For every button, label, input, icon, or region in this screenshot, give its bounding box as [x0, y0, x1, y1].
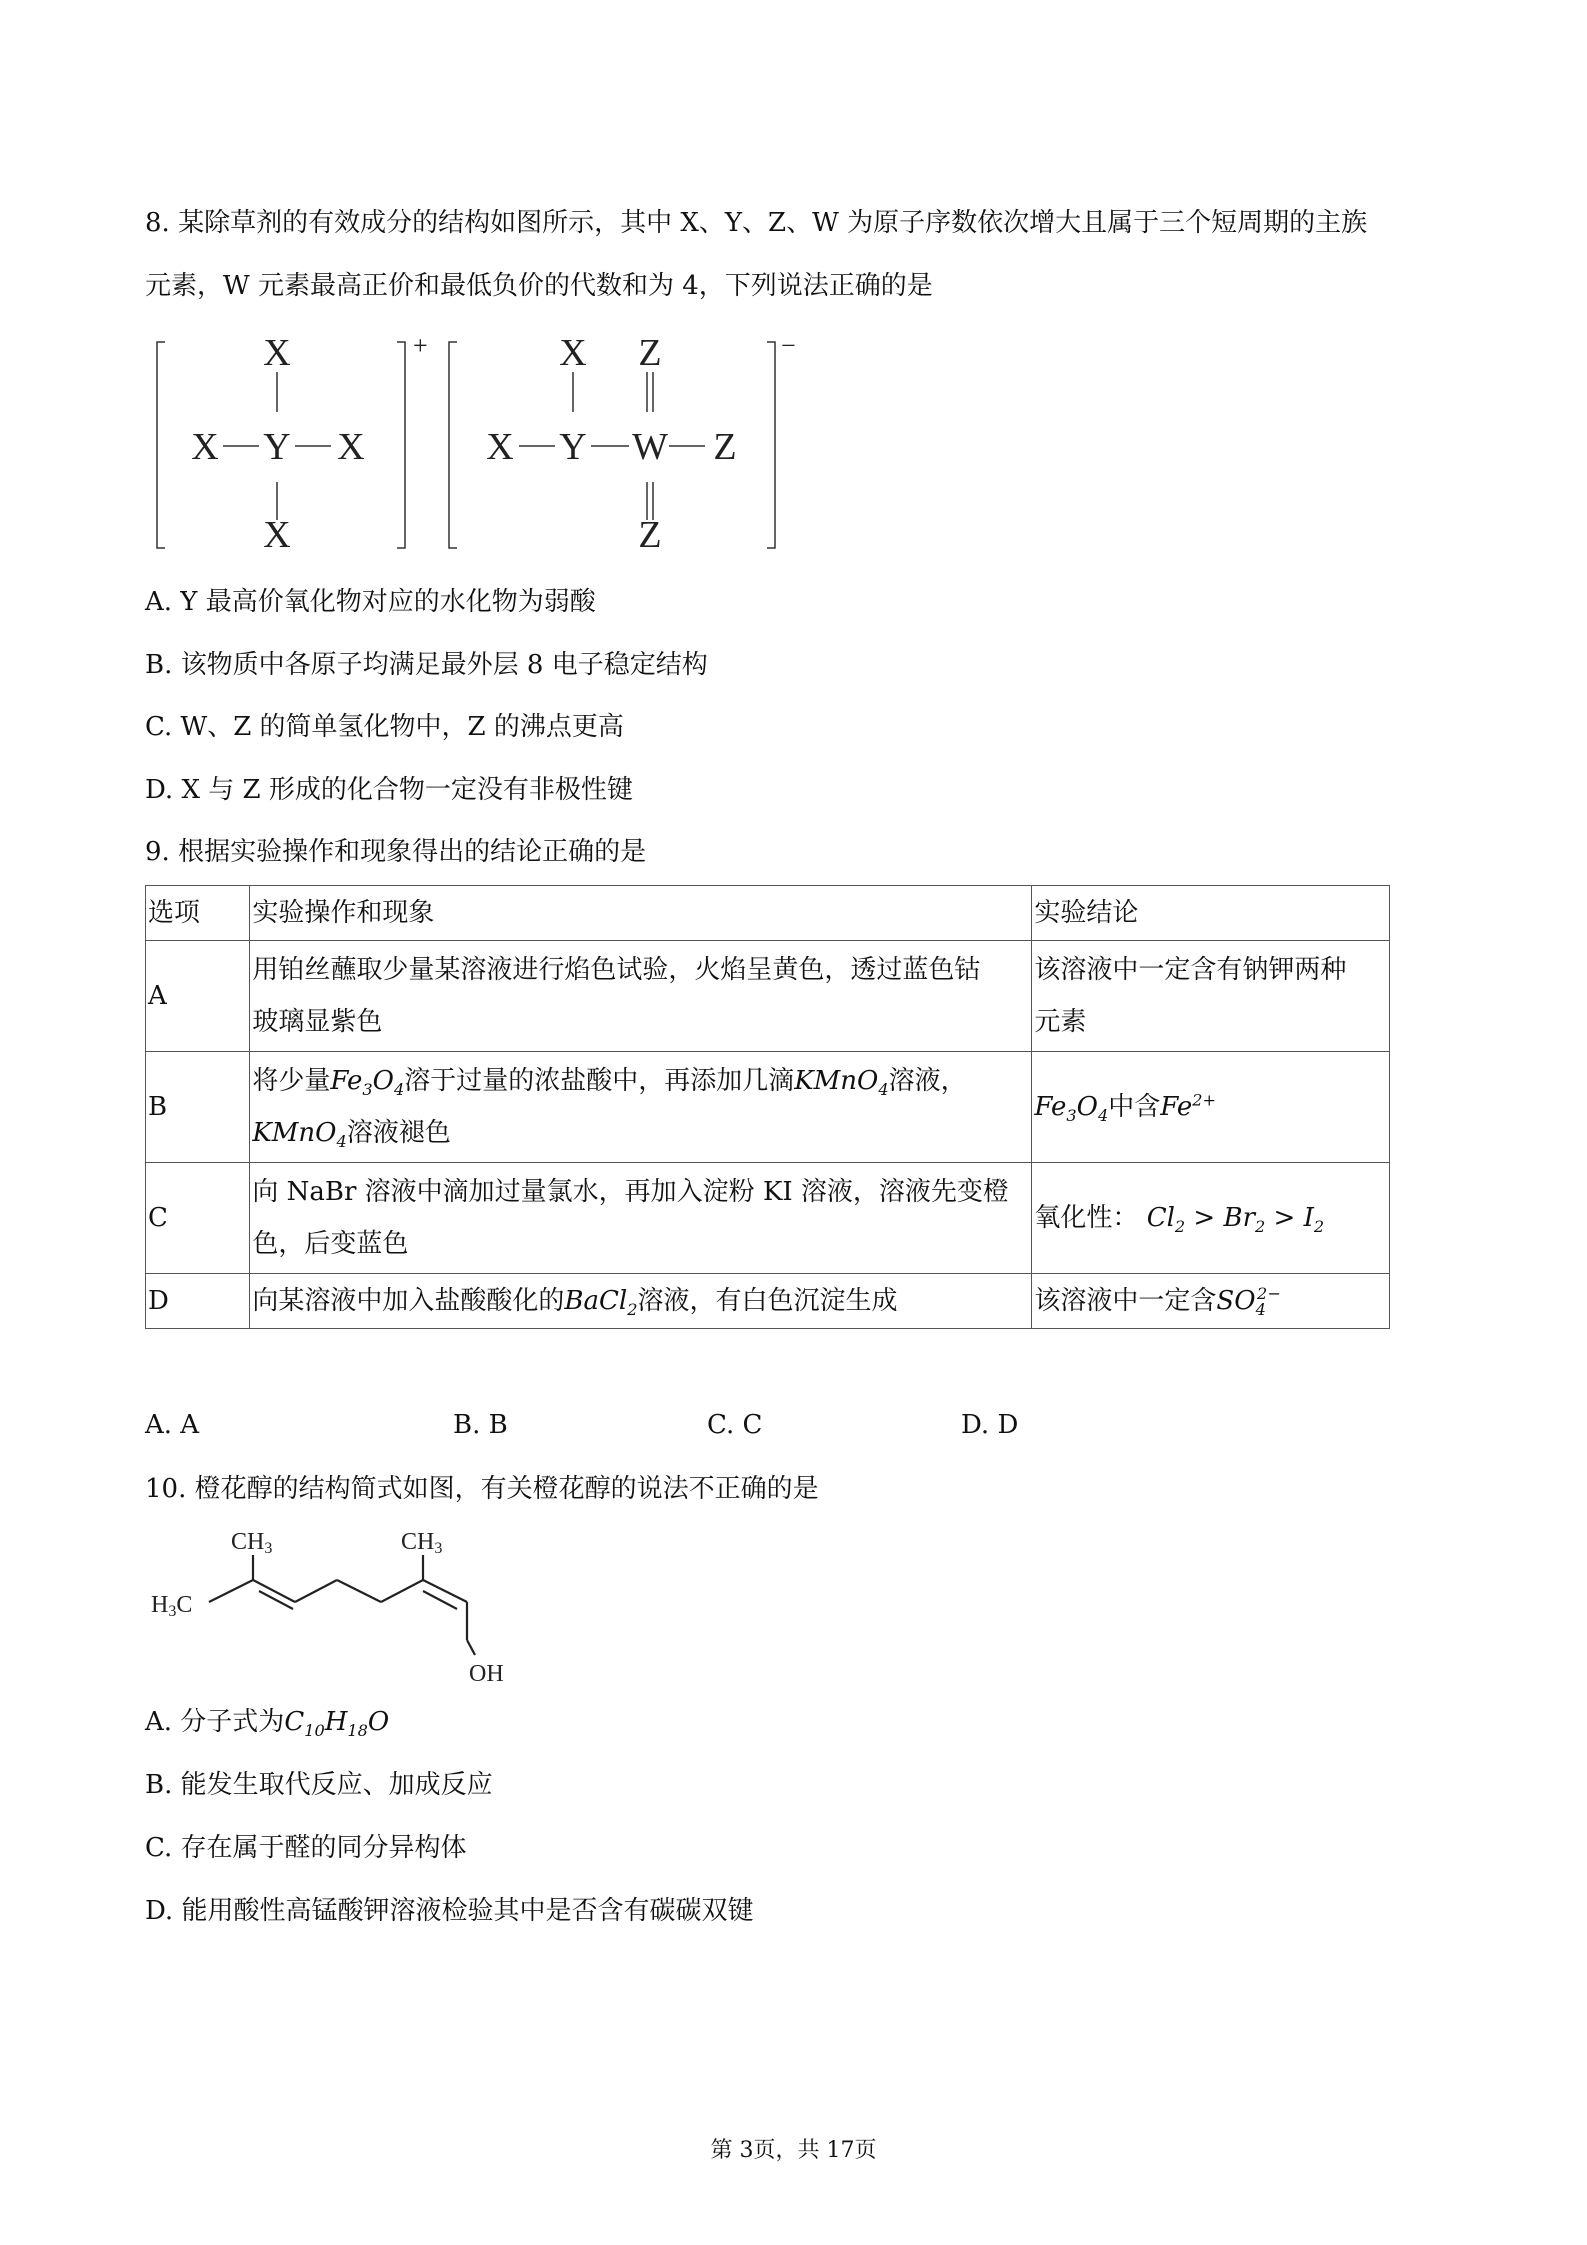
q10-option-a	[145, 1705, 389, 1739]
q8-option-d: D. X 与 Z 形成的化合物一定没有非极性键	[145, 775, 633, 805]
table-header-conclusion: 实验结论	[1032, 886, 1390, 941]
table-header-operation: 实验操作和现象	[250, 886, 1032, 941]
q10-h3c: H3C	[151, 1592, 193, 1620]
operation-text: 溶液，	[888, 1066, 967, 1096]
conclusion-text: 中含	[1108, 1092, 1161, 1122]
q8-atom-x-left: X	[191, 426, 219, 468]
q8-option-c: C. W、Z 的简单氢化物中，Z 的沸点更高	[145, 712, 624, 742]
q8-option-a: A. Y 最高价氧化物对应的水化物为弱酸	[145, 587, 596, 617]
q10-option-c: C. 存在属于醛的同分异构体	[145, 1833, 467, 1863]
row-conclusion	[1032, 1274, 1390, 1329]
row-operation	[250, 941, 1032, 1052]
operation-text: 溶于过量的浓盐酸中，再添加几滴	[404, 1066, 795, 1096]
q8-anion-x-top: X	[559, 332, 587, 374]
q10-oh: OH	[469, 1661, 504, 1687]
formula-c10h18o: $C_{10}H_{18}O$	[284, 1707, 390, 1741]
q10-ch3-left: CH3	[231, 1529, 273, 1557]
q8-stem-line2: 元素，W 元素最高正价和最低负价的代数和为 4，下列说法正确的是	[145, 271, 933, 301]
option-a-text: A. 分子式为	[145, 1707, 285, 1737]
operation-text: 溶液褪色	[346, 1118, 451, 1148]
q10-ch3-right: CH3	[401, 1529, 443, 1557]
operation-text: 溶液，有白色沉淀生成	[637, 1286, 898, 1316]
operation-line2: 色，后变蓝色	[252, 1229, 409, 1259]
formula-sulfate: $SO_4^{2-}$	[1216, 1284, 1281, 1320]
q8-anion-z-top: Z	[638, 332, 662, 374]
row-label: C	[146, 1163, 250, 1274]
formula-kmno4: KMnO$_4$	[252, 1118, 347, 1152]
q8-anion-z-right: Z	[713, 426, 737, 468]
row-label: A	[146, 941, 250, 1052]
row-operation	[250, 1274, 1032, 1329]
conclusion-line1: 该溶液中一定含有钠钾两种	[1034, 955, 1347, 985]
q8-anion-z-bottom: Z	[638, 514, 662, 556]
row-operation	[250, 1052, 1032, 1163]
q8-structure-diagram	[145, 330, 825, 560]
formula-bacl2: BaCl$_2$	[564, 1286, 638, 1320]
conclusion-text: 该溶液中一定含	[1034, 1286, 1217, 1316]
row-operation	[250, 1163, 1032, 1274]
table-header-option: 选项	[146, 886, 250, 941]
row-label: B	[146, 1052, 250, 1163]
row-conclusion	[1032, 1052, 1390, 1163]
q10-stem: 10. 橙花醇的结构简式如图，有关橙花醇的说法不正确的是	[145, 1474, 819, 1504]
table-row	[146, 941, 1390, 1052]
q9-answer-d: D. D	[961, 1410, 1019, 1440]
q9-answer-a: A. A	[145, 1410, 200, 1440]
table-row	[146, 1274, 1390, 1329]
q8-anion-w: W	[632, 426, 668, 468]
formula-fe3o4: $Fe_3O_4$	[1034, 1092, 1109, 1126]
q9-answer-b: B. B	[453, 1410, 508, 1440]
table-row	[146, 1163, 1390, 1274]
operation-text: 将少量	[252, 1066, 331, 1096]
formula-fe3o4: $Fe_3O_4$	[330, 1066, 405, 1100]
q10-option-d: D. 能用酸性高锰酸钾溶液检验其中是否含有碳碳双键	[145, 1896, 754, 1926]
row-conclusion	[1032, 941, 1390, 1052]
operation-line2: 玻璃显紫色	[252, 1007, 383, 1037]
operation-line1: 向 NaBr 溶液中滴加过量氯水，再加入淀粉 KI 溶液，溶液先变橙	[252, 1177, 1009, 1207]
q9-answer-c: C. C	[707, 1410, 763, 1440]
table-row	[146, 1052, 1390, 1163]
q10-nerol-structure	[145, 1525, 525, 1690]
operation-text: 向某溶液中加入盐酸酸化的	[252, 1286, 565, 1316]
formula-fe2plus: $Fe^{2+}$	[1160, 1090, 1217, 1122]
formula-oxidizing-order: $Cl_2 > Br_2 > I_2$	[1146, 1203, 1325, 1237]
table-row	[146, 886, 1390, 941]
q8-charge-plus: +	[413, 331, 428, 360]
operation-line1: 用铂丝蘸取少量某溶液进行焰色试验，火焰呈黄色，透过蓝色钴	[252, 955, 981, 985]
q8-charge-minus: −	[781, 331, 796, 360]
page-footer: 第 3页，共 17页	[710, 2138, 877, 2163]
q8-anion-y: Y	[559, 426, 587, 468]
conclusion-line2: 元素	[1034, 1007, 1087, 1037]
q8-atom-x-top: X	[263, 332, 291, 374]
row-label: D	[146, 1274, 250, 1329]
q10-option-b: B. 能发生取代反应、加成反应	[145, 1770, 493, 1800]
q8-atom-x-bottom: X	[263, 514, 291, 556]
q8-option-b: B. 该物质中各原子均满足最外层 8 电子稳定结构	[145, 650, 708, 680]
q8-anion-x-left: X	[486, 426, 514, 468]
row-conclusion	[1032, 1163, 1390, 1274]
q9-stem: 9. 根据实验操作和现象得出的结论正确的是	[145, 837, 647, 867]
q8-atom-y: Y	[263, 426, 291, 468]
conclusion-text: 氧化性：	[1034, 1203, 1139, 1233]
q9-table	[145, 885, 1390, 1329]
q8-stem-line1: 8. 某除草剂的有效成分的结构如图所示，其中 X、Y、Z、W 为原子序数依次增大且属于三个短周期的主族	[145, 208, 1368, 238]
formula-kmno4: KMnO$_4$	[794, 1066, 889, 1100]
q8-atom-x-right: X	[337, 426, 365, 468]
